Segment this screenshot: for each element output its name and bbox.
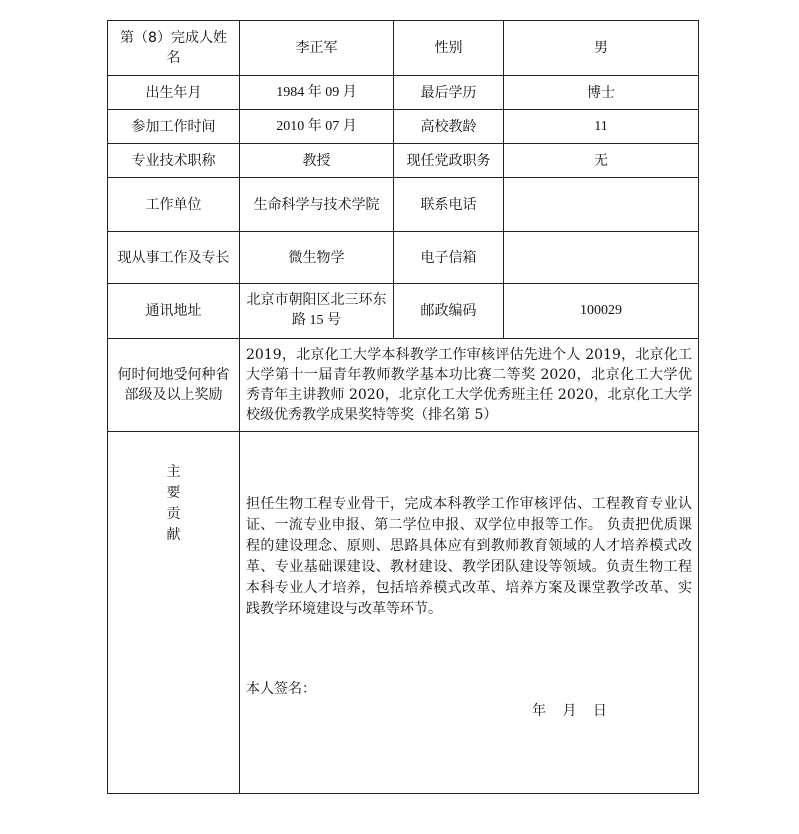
gender-value: 男 xyxy=(504,21,699,76)
gender-label: 性别 xyxy=(394,21,504,76)
contribution-label-char: 主 xyxy=(166,464,181,480)
work-unit-label: 工作单位 xyxy=(108,178,240,232)
table-row xyxy=(108,432,699,794)
professional-title-value: 教授 xyxy=(240,144,394,178)
postcode-label: 邮政编码 xyxy=(394,284,504,339)
table-row xyxy=(108,178,699,232)
table-row xyxy=(108,144,699,178)
table-row xyxy=(108,339,699,432)
phone-label: 联系电话 xyxy=(394,178,504,232)
teaching-years-value: 11 xyxy=(504,110,699,144)
contribution-label-cell xyxy=(108,432,240,794)
contribution-label-char: 要 xyxy=(166,485,181,501)
contribution-content-cell xyxy=(240,432,699,794)
party-post-value: 无 xyxy=(504,144,699,178)
applicant-info-table xyxy=(107,20,699,794)
table-row xyxy=(108,232,699,284)
table-row xyxy=(108,76,699,110)
work-start-value: 2010 年 07 月 xyxy=(240,110,394,144)
address-label: 通讯地址 xyxy=(108,284,240,339)
field-label: 现从事工作及专长 xyxy=(108,232,240,284)
email-value xyxy=(504,232,699,284)
education-label: 最后学历 xyxy=(394,76,504,110)
email-label: 电子信箱 xyxy=(394,232,504,284)
contribution-label xyxy=(108,432,239,546)
table-row xyxy=(108,21,699,76)
postcode-value: 100029 xyxy=(504,284,699,339)
date-label: 年 月 日 xyxy=(532,703,607,719)
teaching-years-label: 高校教龄 xyxy=(394,110,504,144)
work-unit-value: 生命科学与技术学院 xyxy=(240,178,394,232)
contribution-text: 担任生物工程专业骨干，完成本科教学工作审核评估、工程教育专业认证、一流专业申报、第二学位申报、双学位申报等工作。 负责把优质课程的建设理念、原则、思路具体应有到教师教育领域的人才培养模式改革、专业基础课建设、教材建设、教学团队建设等领域。负责生物工程本科专业人才培养，包括培养模式改革、培养方案及课堂教学改革、实践教学环境建设与改革等环节。 xyxy=(246,496,692,617)
professional-title-label: 专业技术职称 xyxy=(108,144,240,178)
address-value: 北京市朝阳区北三环东路 15 号 xyxy=(240,284,394,339)
name-label: 第（8）完成人姓名 xyxy=(108,21,240,76)
contribution-label-char: 贡 xyxy=(166,506,181,522)
awards-label: 何时何地受何种省部级及以上奖励 xyxy=(108,339,240,432)
name-value: 李正军 xyxy=(240,21,394,76)
birth-label: 出生年月 xyxy=(108,76,240,110)
table-row xyxy=(108,284,699,339)
birth-value: 1984 年 09 月 xyxy=(240,76,394,110)
phone-value xyxy=(504,178,699,232)
field-value: 微生物学 xyxy=(240,232,394,284)
education-value: 博士 xyxy=(504,76,699,110)
party-post-label: 现任党政职务 xyxy=(394,144,504,178)
signature-label: 本人签名： xyxy=(246,681,316,697)
table-row xyxy=(108,110,699,144)
work-start-label: 参加工作时间 xyxy=(108,110,240,144)
contribution-label-char: 献 xyxy=(166,527,181,543)
awards-value: 2019，北京化工大学本科教学工作审核评估先进个人 2019，北京化工大学第十一届青年教师教学基本功比赛二等奖 2020，北京化工大学优秀青年主讲教师 2020，北京化工大学优秀班主任 2020，北京化工大学校级优秀教学成果奖特等奖（排名第 5） xyxy=(240,339,699,432)
